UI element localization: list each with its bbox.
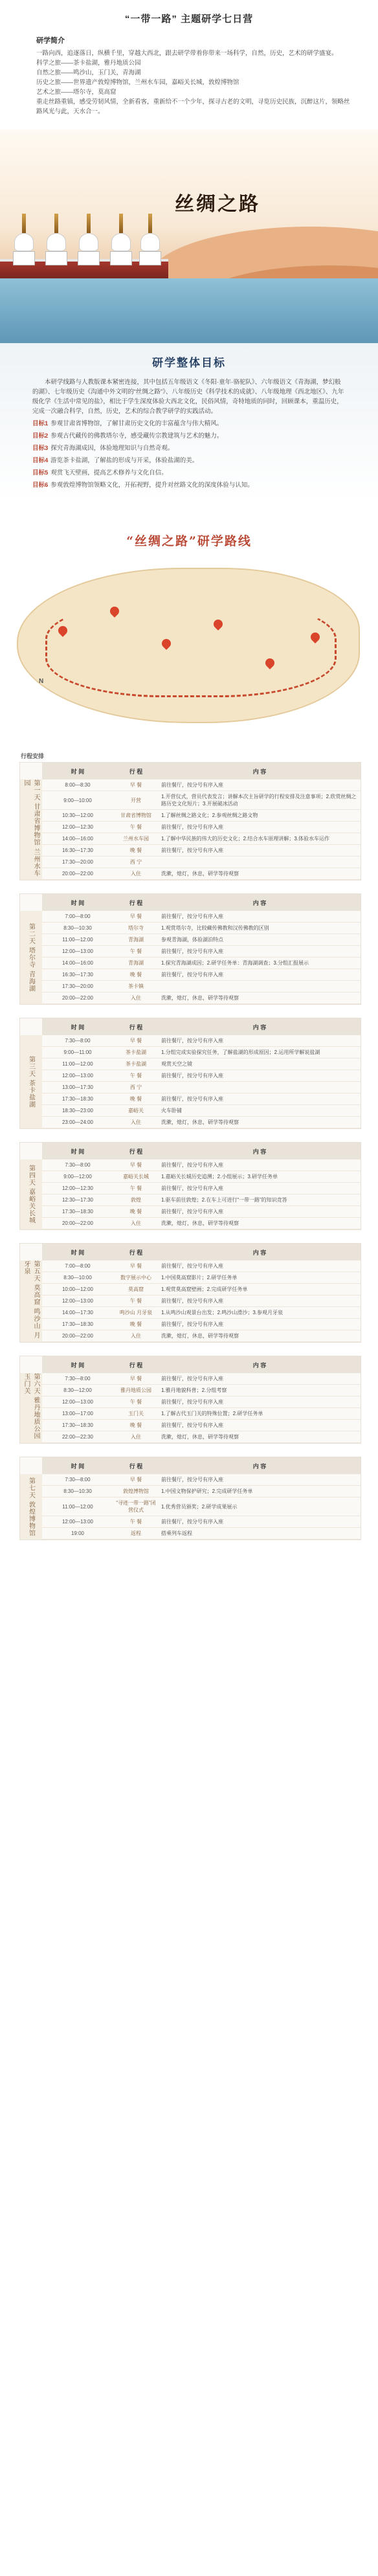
day-block bbox=[19, 893, 361, 1005]
time-cell: 20:00—22:00 bbox=[42, 1218, 113, 1229]
time-cell: 17:30—18:30 bbox=[42, 1093, 113, 1105]
column-header: 时 间 bbox=[42, 1244, 113, 1260]
table-row bbox=[42, 1070, 361, 1082]
content-cell: 前往餐厅，按分号有序入座 bbox=[159, 1420, 361, 1431]
activity-cell: 早 餐 bbox=[113, 779, 159, 791]
content-cell: 1.了解古代玉门关的特殊位置；2.研学任务单 bbox=[159, 1408, 361, 1420]
content-cell: 前往餐厅，按分号有序入座 bbox=[159, 1070, 361, 1082]
activity-cell: 晚 餐 bbox=[113, 1319, 159, 1330]
activity-cell: 数字展示中心 bbox=[113, 1272, 159, 1284]
time-cell: 18:30—23:00 bbox=[42, 1105, 113, 1117]
column-header: 内 容 bbox=[159, 1143, 361, 1159]
table-row bbox=[42, 791, 361, 810]
content-cell bbox=[159, 981, 361, 992]
activity-cell: 午 餐 bbox=[113, 1516, 159, 1528]
activity-cell: 西 宁 bbox=[113, 1082, 159, 1093]
time-cell: 10:00—12:00 bbox=[42, 1284, 113, 1295]
time-cell: 17:30—20:00 bbox=[42, 981, 113, 992]
column-header: 时 间 bbox=[42, 763, 113, 779]
day-block bbox=[19, 1356, 361, 1444]
table-row bbox=[42, 1159, 361, 1171]
content-cell: 1.了解丝绸之路文化；2.参观丝绸之路文物 bbox=[159, 810, 361, 822]
activity-cell: 鸣沙山 月牙泉 bbox=[113, 1307, 159, 1319]
table-row bbox=[42, 923, 361, 934]
intro-line: 艺术之旅——塔尔寺，莫高窟 bbox=[36, 89, 117, 96]
schedule-title: 行程安排 bbox=[21, 753, 45, 759]
table-row bbox=[42, 1319, 361, 1330]
goal-key: 目标2 bbox=[32, 432, 49, 440]
content-cell: 洗漱，熄灯，休息，研学等待观察 bbox=[159, 1117, 361, 1128]
table-row bbox=[42, 1408, 361, 1420]
table-row bbox=[42, 1516, 361, 1528]
activity-cell: 午 餐 bbox=[113, 946, 159, 958]
activity-cell: 午 餐 bbox=[113, 1183, 159, 1194]
table-row bbox=[42, 1284, 361, 1295]
time-cell: 10:30—12:00 bbox=[42, 810, 113, 822]
schedule-table bbox=[42, 1356, 361, 1443]
time-cell: 8:30—10:30 bbox=[42, 923, 113, 934]
goal-item bbox=[32, 456, 346, 465]
goal-key: 目标6 bbox=[32, 482, 49, 489]
goal-item bbox=[32, 468, 346, 478]
time-cell: 8:30—10:00 bbox=[42, 1272, 113, 1284]
time-cell: 12:00—13:00 bbox=[42, 1516, 113, 1528]
day-label: 第四天 嘉峪关长城 bbox=[20, 1159, 42, 1229]
column-header: 内 容 bbox=[159, 894, 361, 911]
time-cell: 16:30—17:30 bbox=[42, 969, 113, 981]
content-cell: 1.驱车前往敦煌；2.在车上可进行“一带一路”的知识竞答 bbox=[159, 1194, 361, 1206]
page-title: “一带一路” 主题研学七日营 bbox=[124, 14, 254, 25]
goal-text: 游览茶卡盐湖，了解盐的形成与开采，体验盐湖的美。 bbox=[50, 457, 199, 464]
activity-cell: 入住 bbox=[113, 992, 159, 1004]
content-cell: 参观青海湖，体验湖泊特点 bbox=[159, 934, 361, 946]
content-cell: 前往餐厅，按分号有序入座 bbox=[159, 845, 361, 857]
time-cell: 7:30—8:00 bbox=[42, 1035, 113, 1047]
intro-section bbox=[0, 36, 378, 117]
content-cell: 1.观赏塔尔寺，比较藏传佛教和汉传佛教的区别 bbox=[159, 923, 361, 934]
table-row bbox=[42, 969, 361, 981]
table-row bbox=[42, 1474, 361, 1486]
goal-key: 目标5 bbox=[32, 469, 49, 476]
activity-cell: 午 餐 bbox=[113, 1295, 159, 1307]
activity-cell: 晚 餐 bbox=[113, 1206, 159, 1218]
content-cell: 洗漱，熄灯，休息，研学等待观察 bbox=[159, 868, 361, 880]
table-row bbox=[42, 857, 361, 868]
content-cell: 前往餐厅，按分号有序入座 bbox=[159, 1396, 361, 1408]
stupa-icon bbox=[139, 214, 161, 265]
activity-cell: 敦煌博物馆 bbox=[113, 1486, 159, 1497]
activity-cell: 入住 bbox=[113, 1218, 159, 1229]
time-cell: 8:30—12:00 bbox=[42, 1385, 113, 1396]
content-cell: 1.从鸣沙山观景台出发；2.鸣沙山滑沙；3.参观月牙泉 bbox=[159, 1307, 361, 1319]
activity-cell: 开营 bbox=[113, 791, 159, 810]
time-cell: 14:00—16:00 bbox=[42, 958, 113, 969]
activity-cell: 晚 餐 bbox=[113, 845, 159, 857]
table-row bbox=[42, 1206, 361, 1218]
activity-cell: 晚 餐 bbox=[113, 1420, 159, 1431]
goal-text: 参观甘肃省博物馆，了解甘肃历史文化的丰富蕴含与伟大精风。 bbox=[50, 420, 223, 427]
schedule-table bbox=[42, 894, 361, 1004]
column-header: 时 间 bbox=[42, 1143, 113, 1159]
intro-heading: 研学简介 bbox=[36, 37, 65, 45]
day-label: 第五天 莫高窟 鸣沙山 月牙泉 bbox=[20, 1260, 42, 1342]
schedule-section bbox=[0, 749, 378, 1560]
time-cell: 11:00—12:00 bbox=[42, 1058, 113, 1070]
time-cell: 16:30—17:30 bbox=[42, 845, 113, 857]
day-label: 第一天 甘肃省博物馆 兰州水车园 bbox=[20, 779, 42, 880]
time-cell: 23:00—24:00 bbox=[42, 1117, 113, 1128]
goal-key: 目标4 bbox=[32, 457, 49, 464]
column-header: 时 间 bbox=[42, 894, 113, 911]
table-row bbox=[42, 1420, 361, 1431]
time-cell: 11:00—12:00 bbox=[42, 934, 113, 946]
time-cell: 8:30—10:30 bbox=[42, 1486, 113, 1497]
activity-cell: 午 餐 bbox=[113, 822, 159, 833]
goal-text: 参观古代藏传的佛教塔尔寺，感受藏传宗教建筑与艺术的魅力。 bbox=[50, 432, 223, 440]
time-cell: 14:00—16:00 bbox=[42, 833, 113, 845]
intro-line: 自然之旅——鸣沙山，玉门关，青海湖 bbox=[36, 69, 141, 76]
table-row bbox=[42, 1528, 361, 1540]
time-cell: 7:00—8:00 bbox=[42, 911, 113, 923]
table-row bbox=[42, 1047, 361, 1058]
time-cell: 17:30—20:00 bbox=[42, 857, 113, 868]
column-header: 行 程 bbox=[113, 1244, 159, 1260]
content-cell: 1.嘉峪关长城历史追溯；2.小组展示；3.研学任务单 bbox=[159, 1171, 361, 1183]
content-cell: 1.了解中华民族的伟大的历史文化；2.结合水车原理讲解；3.体验水车运作 bbox=[159, 833, 361, 845]
table-row bbox=[42, 958, 361, 969]
content-cell: 前往餐厅，按分号有序入座 bbox=[159, 1035, 361, 1047]
content-cell: 1.观赏莫高窟壁画；2.完成研学任务单 bbox=[159, 1284, 361, 1295]
goal-text: 观赏飞天壁画，提高艺术修养与文化自信。 bbox=[50, 469, 168, 476]
goal-item bbox=[32, 419, 346, 429]
schedule-days bbox=[19, 762, 361, 1540]
time-cell: 17:30—18:30 bbox=[42, 1319, 113, 1330]
content-cell: 1.中国莫高窟影片；2.研学任务单 bbox=[159, 1272, 361, 1284]
column-header: 行 程 bbox=[113, 763, 159, 779]
goals-title: 研学整体目标 bbox=[152, 357, 226, 369]
time-cell: 12:00—13:00 bbox=[42, 1070, 113, 1082]
content-cell: 前往餐厅，按分号有序入座 bbox=[159, 1474, 361, 1486]
table-row bbox=[42, 1385, 361, 1396]
table-row bbox=[42, 1093, 361, 1105]
content-cell: 前往餐厅，按分号有序入座 bbox=[159, 969, 361, 981]
activity-cell: 青海湖 bbox=[113, 934, 159, 946]
goal-text: 参观敦煌博物馆领略文化，开拓视野，提升对丝路文化的深度体验与认知。 bbox=[50, 482, 254, 489]
content-cell: 观赏天空之镜 bbox=[159, 1058, 361, 1070]
time-cell: 9:00—10:00 bbox=[42, 791, 113, 810]
activity-cell: 甘肃省博物馆 bbox=[113, 810, 159, 822]
schedule-table bbox=[42, 1244, 361, 1342]
table-row bbox=[42, 1431, 361, 1443]
table-row bbox=[42, 1058, 361, 1070]
route-line bbox=[45, 600, 337, 697]
content-cell: 前往餐厅，按分号有序入座 bbox=[159, 1319, 361, 1330]
table-row bbox=[42, 1307, 361, 1319]
table-row bbox=[42, 981, 361, 992]
content-cell: 前往餐厅，按分号有序入座 bbox=[159, 1159, 361, 1171]
day-block bbox=[19, 1018, 361, 1129]
time-cell: 13:00—17:00 bbox=[42, 1408, 113, 1420]
goal-item bbox=[32, 480, 346, 490]
stupa-icon bbox=[78, 214, 100, 265]
water bbox=[0, 278, 378, 343]
table-row bbox=[42, 934, 361, 946]
table-row bbox=[42, 1497, 361, 1516]
table-row bbox=[42, 1396, 361, 1408]
activity-cell: 晚 餐 bbox=[113, 1093, 159, 1105]
column-header: 内 容 bbox=[159, 763, 361, 779]
column-header: 内 容 bbox=[159, 1457, 361, 1474]
table-row bbox=[42, 1272, 361, 1284]
day-label: 第七天 敦煌博物馆 bbox=[20, 1474, 42, 1540]
content-cell: 火车卧铺 bbox=[159, 1105, 361, 1117]
goals-paragraph: 本研学线路与人教版课本紧密连接，其中包括五年级语文《冬阳·童年·骆驼队》、六年级语文《青海湖，梦幻般的湖》、七年级历史《沟通中外文明的“丝绸之路”》、八年级历史《科学技术的成就》、八年级地理《西北地区》、九年级化学《生活中常见的盐》，相比于学生深度体验大西北文化，民俗风情，奇特地质的同时，回顾课本，重温历史，完成一次融合科学，自然，历史，艺术的综合教学研学的实践活动。 bbox=[32, 379, 344, 415]
table-row bbox=[42, 1295, 361, 1307]
table-row bbox=[42, 1260, 361, 1272]
table-row bbox=[42, 946, 361, 958]
activity-cell: 嘉峪关长城 bbox=[113, 1171, 159, 1183]
column-header: 内 容 bbox=[159, 1356, 361, 1373]
column-header: 行 程 bbox=[113, 1457, 159, 1474]
table-row bbox=[42, 779, 361, 791]
map-title: “丝绸之路”研学路线 bbox=[126, 534, 252, 548]
activity-cell: “寻迹一带一路”闭营仪式 bbox=[113, 1497, 159, 1516]
activity-cell: 敦煌 bbox=[113, 1194, 159, 1206]
time-cell: 7:30—8:00 bbox=[42, 1474, 113, 1486]
activity-cell: 早 餐 bbox=[113, 1035, 159, 1047]
time-cell: 12:00—13:00 bbox=[42, 1396, 113, 1408]
schedule-table bbox=[42, 763, 361, 880]
content-cell: 前往餐厅，按分号有序入座 bbox=[159, 946, 361, 958]
content-cell: 洗漱，熄灯，休息，研学等待观察 bbox=[159, 1431, 361, 1443]
content-cell: 1.优秀营员颁奖；2.研学成果展示 bbox=[159, 1497, 361, 1516]
table-row bbox=[42, 845, 361, 857]
activity-cell: 茶卡盐湖 bbox=[113, 1058, 159, 1070]
stupa-icon bbox=[110, 214, 132, 265]
schedule-table bbox=[42, 1143, 361, 1229]
content-cell: 洗漱，熄灯，休息，研学等待观察 bbox=[159, 1330, 361, 1342]
time-cell: 12:00—13:00 bbox=[42, 1295, 113, 1307]
time-cell: 12:00—12:30 bbox=[42, 1183, 113, 1194]
column-header: 时 间 bbox=[42, 1018, 113, 1035]
time-cell: 22:00—22:30 bbox=[42, 1431, 113, 1443]
column-header: 行 程 bbox=[113, 1143, 159, 1159]
time-cell: 19:00 bbox=[42, 1528, 113, 1540]
time-cell: 7:30—8:00 bbox=[42, 1373, 113, 1385]
day-block bbox=[19, 1243, 361, 1343]
content-cell: 前往餐厅，按分号有序入座 bbox=[159, 1206, 361, 1218]
column-header: 行 程 bbox=[113, 1356, 159, 1373]
activity-cell: 早 餐 bbox=[113, 1260, 159, 1272]
activity-cell: 入住 bbox=[113, 1330, 159, 1342]
content-cell: 前往餐厅，按分号有序入座 bbox=[159, 1516, 361, 1528]
table-row bbox=[42, 1486, 361, 1497]
route-map bbox=[0, 522, 378, 749]
goal-key: 目标1 bbox=[32, 420, 49, 427]
content-cell: 前往餐厅，按分号有序入座 bbox=[159, 1373, 361, 1385]
table-row bbox=[42, 1117, 361, 1128]
time-cell: 9:00—11:00 bbox=[42, 1047, 113, 1058]
content-cell: 前往餐厅，按分号有序入座 bbox=[159, 1093, 361, 1105]
table-row bbox=[42, 1105, 361, 1117]
content-cell bbox=[159, 1082, 361, 1093]
table-row bbox=[42, 1183, 361, 1194]
goals-section bbox=[0, 343, 378, 503]
activity-cell: 午 餐 bbox=[113, 1070, 159, 1082]
goal-key: 目标3 bbox=[32, 445, 49, 452]
activity-cell: 早 餐 bbox=[113, 1159, 159, 1171]
time-cell: 17:30—18:30 bbox=[42, 1206, 113, 1218]
table-row bbox=[42, 992, 361, 1004]
time-cell: 12:00—13:00 bbox=[42, 946, 113, 958]
column-header: 行 程 bbox=[113, 1018, 159, 1035]
column-header: 内 容 bbox=[159, 1244, 361, 1260]
stupa-icon bbox=[45, 214, 67, 265]
intro-line: 历史之旅——世界遗产敦煌博物馆，兰州水车园，嘉峪关长城，敦煌博物馆 bbox=[36, 79, 239, 86]
activity-cell: 茶卡镇 bbox=[113, 981, 159, 992]
activity-cell: 早 餐 bbox=[113, 1474, 159, 1486]
time-cell: 12:00—12:30 bbox=[42, 822, 113, 833]
table-row bbox=[42, 868, 361, 880]
activity-cell: 晚 餐 bbox=[113, 969, 159, 981]
table-row bbox=[42, 1035, 361, 1047]
time-cell: 7:00—8:00 bbox=[42, 1260, 113, 1272]
goal-item bbox=[32, 431, 346, 441]
activity-cell: 兰州水车园 bbox=[113, 833, 159, 845]
compass-icon: N bbox=[39, 678, 44, 685]
activity-cell: 西 宁 bbox=[113, 857, 159, 868]
column-header: 时 间 bbox=[42, 1356, 113, 1373]
intro-line: 一路向西，追逐落日，纵横千里，穿越大西北，跟去研学带着你带来一场科学，自然，历史，艺术的研学盛宴。 bbox=[36, 50, 338, 57]
time-cell: 8:00—8:30 bbox=[42, 779, 113, 791]
schedule-table bbox=[42, 1457, 361, 1540]
table-row bbox=[42, 911, 361, 923]
time-cell: 20:00—22:00 bbox=[42, 1330, 113, 1342]
table-row bbox=[42, 1373, 361, 1385]
schedule-table bbox=[42, 1018, 361, 1128]
content-cell: 1.雅丹地貌科普；2.分组考察 bbox=[159, 1385, 361, 1396]
table-row bbox=[42, 810, 361, 822]
intro-line: 重走丝路重镇，感受劳韧风情，全新看客，重新给不一个少年，探寻古老的文明，寻览历史民族，沉醉这片，领略丝路风光与此，天水合一。 bbox=[36, 98, 350, 115]
content-cell: 洗漱，熄灯，休息，研学等待观察 bbox=[159, 992, 361, 1004]
time-cell: 17:30—18:30 bbox=[42, 1420, 113, 1431]
day-label: 第三天 茶卡盐湖 bbox=[20, 1035, 42, 1128]
time-cell: 14:00—17:30 bbox=[42, 1307, 113, 1319]
time-cell: 9:00—12:00 bbox=[42, 1171, 113, 1183]
content-cell: 1.开营仪式，营员代表发言；讲解本次主旨研学的行程安排及注意事项；2.欣赏丝绸之路历史文化短片；3.开展破冰活动 bbox=[159, 791, 361, 810]
content-cell bbox=[159, 857, 361, 868]
content-cell: 洗漱，熄灯，休息，研学等待观察 bbox=[159, 1218, 361, 1229]
column-header: 时 间 bbox=[42, 1457, 113, 1474]
content-cell: 前往餐厅，按分号有序入座 bbox=[159, 1183, 361, 1194]
intro-line: 科学之旅——茶卡盐湖，雅丹地质公园 bbox=[36, 60, 141, 67]
day-label: 第二天 塔尔寺 青海湖 bbox=[20, 911, 42, 1004]
day-block bbox=[19, 762, 361, 880]
activity-cell: 返程 bbox=[113, 1528, 159, 1540]
activity-cell: 茶卡盐湖 bbox=[113, 1047, 159, 1058]
activity-cell: 早 餐 bbox=[113, 911, 159, 923]
activity-cell: 玉门关 bbox=[113, 1408, 159, 1420]
content-cell: 1.探究青海湖成因；2.研学任务单：青海湖调查；3.分组汇报展示 bbox=[159, 958, 361, 969]
table-row bbox=[42, 833, 361, 845]
time-cell: 7:30—8:00 bbox=[42, 1159, 113, 1171]
activity-cell: 入住 bbox=[113, 1117, 159, 1128]
time-cell: 12:30—17:30 bbox=[42, 1194, 113, 1206]
content-cell: 前往餐厅，按分号有序入座 bbox=[159, 779, 361, 791]
activity-cell: 入住 bbox=[113, 1431, 159, 1443]
time-cell: 20:00—22:00 bbox=[42, 868, 113, 880]
time-cell: 13:00—17:30 bbox=[42, 1082, 113, 1093]
content-cell: 搭乘列车返程 bbox=[159, 1528, 361, 1540]
goal-text: 探究青海湖成因，体验地理知识与自然奇观。 bbox=[50, 445, 174, 452]
table-row bbox=[42, 1171, 361, 1183]
activity-cell: 塔尔寺 bbox=[113, 923, 159, 934]
content-cell: 前往餐厅，按分号有序入座 bbox=[159, 822, 361, 833]
table-row bbox=[42, 1082, 361, 1093]
content-cell: 前往餐厅，按分号有序入座 bbox=[159, 1260, 361, 1272]
stupa-icon bbox=[13, 214, 35, 265]
day-block bbox=[19, 1457, 361, 1540]
hero-title: 丝绸之路 bbox=[175, 193, 260, 216]
activity-cell: 入住 bbox=[113, 868, 159, 880]
content-cell: 前往餐厅，按分号有序入座 bbox=[159, 1295, 361, 1307]
table-row bbox=[42, 1330, 361, 1342]
column-header: 内 容 bbox=[159, 1018, 361, 1035]
content-cell: 1.分组完成实验探究任务，了解盐湖的形成原因；2.运用所学解说盐湖 bbox=[159, 1047, 361, 1058]
content-cell: 1.中国文物保护研究；2.完成研学任务单 bbox=[159, 1486, 361, 1497]
time-cell: 11:00—12:00 bbox=[42, 1497, 113, 1516]
activity-cell: 莫高窟 bbox=[113, 1284, 159, 1295]
time-cell: 20:00—22:00 bbox=[42, 992, 113, 1004]
column-header: 行 程 bbox=[113, 894, 159, 911]
activity-cell: 午 餐 bbox=[113, 1396, 159, 1408]
table-row bbox=[42, 1218, 361, 1229]
activity-cell: 青海湖 bbox=[113, 958, 159, 969]
table-row bbox=[42, 1194, 361, 1206]
activity-cell: 雅丹地质公园 bbox=[113, 1385, 159, 1396]
content-cell: 前往餐厅，按分号有序入座 bbox=[159, 911, 361, 923]
table-row bbox=[42, 822, 361, 833]
goal-item bbox=[32, 443, 346, 453]
day-label: 第六天 雅丹地质公园 玉门关 bbox=[20, 1373, 42, 1443]
activity-cell: 早 餐 bbox=[113, 1373, 159, 1385]
hero-banner bbox=[0, 129, 378, 343]
activity-cell: 嘉峪关 bbox=[113, 1105, 159, 1117]
day-block bbox=[19, 1142, 361, 1230]
